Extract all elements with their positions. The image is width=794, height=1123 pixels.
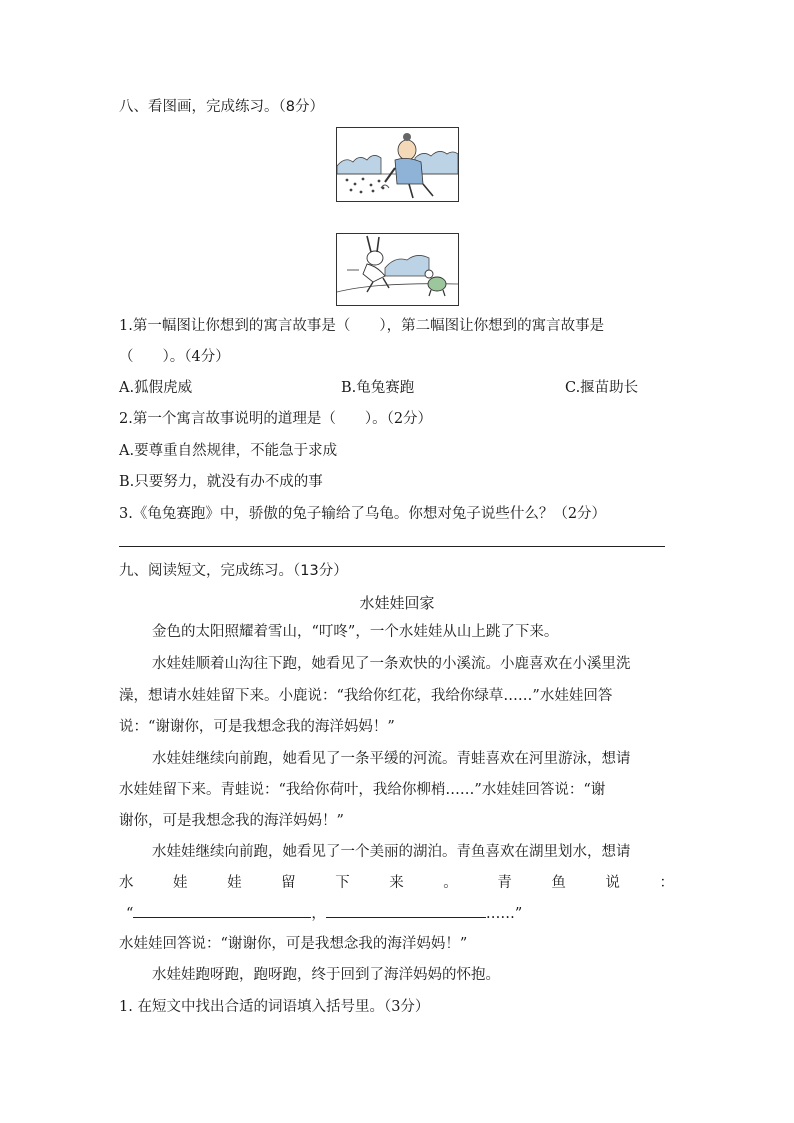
char: 来 — [389, 875, 404, 891]
paragraph-4-line-3 — [126, 903, 522, 924]
paragraph-3-line-1: 水娃娃继续向前跑，她看见了一条平缓的河流。青蛙喜欢在河里游泳，想请 — [152, 751, 631, 767]
question-8-2: 2.第一个寓言故事说明的道理是（ ）。（2分） — [119, 411, 433, 427]
question-9-1: 1. 在短文中找出合适的词语填入括号里。（3分） — [119, 999, 430, 1015]
paragraph-5: 水娃娃跑呀跑，跑呀跑，终于回到了海洋妈妈的怀抱。 — [152, 967, 500, 983]
tortoise-and-hare-race-illustration — [336, 233, 459, 306]
char: 水 — [119, 875, 134, 891]
option-2a: A.要尊重自然规律，不能急于求成 — [119, 443, 338, 459]
question-8-1-line-2: （ ）。（4分） — [119, 349, 230, 365]
paragraph-2-line-2: 澡，想请水娃娃留下来。小鹿说：“我给你红花，我给你绿草……”水娃娃回答 — [119, 688, 613, 704]
paragraph-1: 金色的太阳照耀着雪山，“叮咚”，一个水娃娃从山上跳了下来。 — [152, 624, 559, 640]
option-b: B.龟兔赛跑 — [341, 380, 415, 396]
farmer-pulling-seedlings-illustration — [336, 127, 459, 202]
open-quote: “ — [126, 906, 134, 922]
char: 娃 — [227, 875, 242, 891]
option-c: C.揠苗助长 — [565, 380, 639, 396]
char: 说 — [605, 875, 620, 891]
section-9-title: 九、阅读短文，完成练习。（13分） — [119, 563, 348, 579]
section-8-title: 八、看图画，完成练习。（8分） — [119, 99, 324, 115]
paragraph-3-line-2: 水娃娃留下来。青蛙说：“我给你荷叶，我给你柳梢……”水娃娃回答说：“谢 — [119, 782, 606, 798]
char: ： — [659, 875, 674, 891]
paragraph-2-line-1: 水娃娃顺着山沟往下跑，她看见了一条欢快的小溪流。小鹿喜欢在小溪里洗 — [152, 656, 631, 672]
question-8-3: 3.《龟兔赛跑》中，骄傲的兔子输给了乌龟。你想对兔子说些什么？（2分） — [119, 506, 607, 522]
char: 留 — [281, 875, 296, 891]
fill-blank-1[interactable] — [133, 903, 311, 918]
char: 。 — [443, 875, 458, 891]
question-8-1-line-1: 1.第一幅图让你想到的寓言故事是（ ），第二幅图让你想到的寓言故事是 — [119, 318, 605, 334]
paragraph-4-line-4: 水娃娃回答说：“谢谢你，可是我想念我的海洋妈妈！” — [119, 936, 468, 952]
char: 娃 — [173, 875, 188, 891]
paragraph-3-line-3: 谢你，可是我想念我的海洋妈妈！” — [119, 813, 344, 829]
fill-blank-2[interactable] — [326, 903, 486, 918]
paragraph-4-line-2 — [119, 873, 674, 893]
char: 下 — [335, 875, 350, 891]
answer-line[interactable] — [119, 546, 665, 547]
close-quote: ……” — [485, 906, 523, 922]
paragraph-2-line-3: 说：“谢谢你，可是我想念我的海洋妈妈！” — [119, 719, 395, 735]
option-a: A.狐假虎威 — [119, 380, 193, 396]
paragraph-4-line-1: 水娃娃继续向前跑，她看见了一个美丽的湖泊。青鱼喜欢在湖里划水，想请 — [152, 844, 631, 860]
char: 青 — [497, 875, 512, 891]
comma: ， — [311, 906, 326, 922]
option-2b: B.只要努力，就没有办不成的事 — [119, 474, 323, 490]
story-title: 水娃娃回家 — [359, 594, 435, 612]
char: 鱼 — [551, 875, 566, 891]
